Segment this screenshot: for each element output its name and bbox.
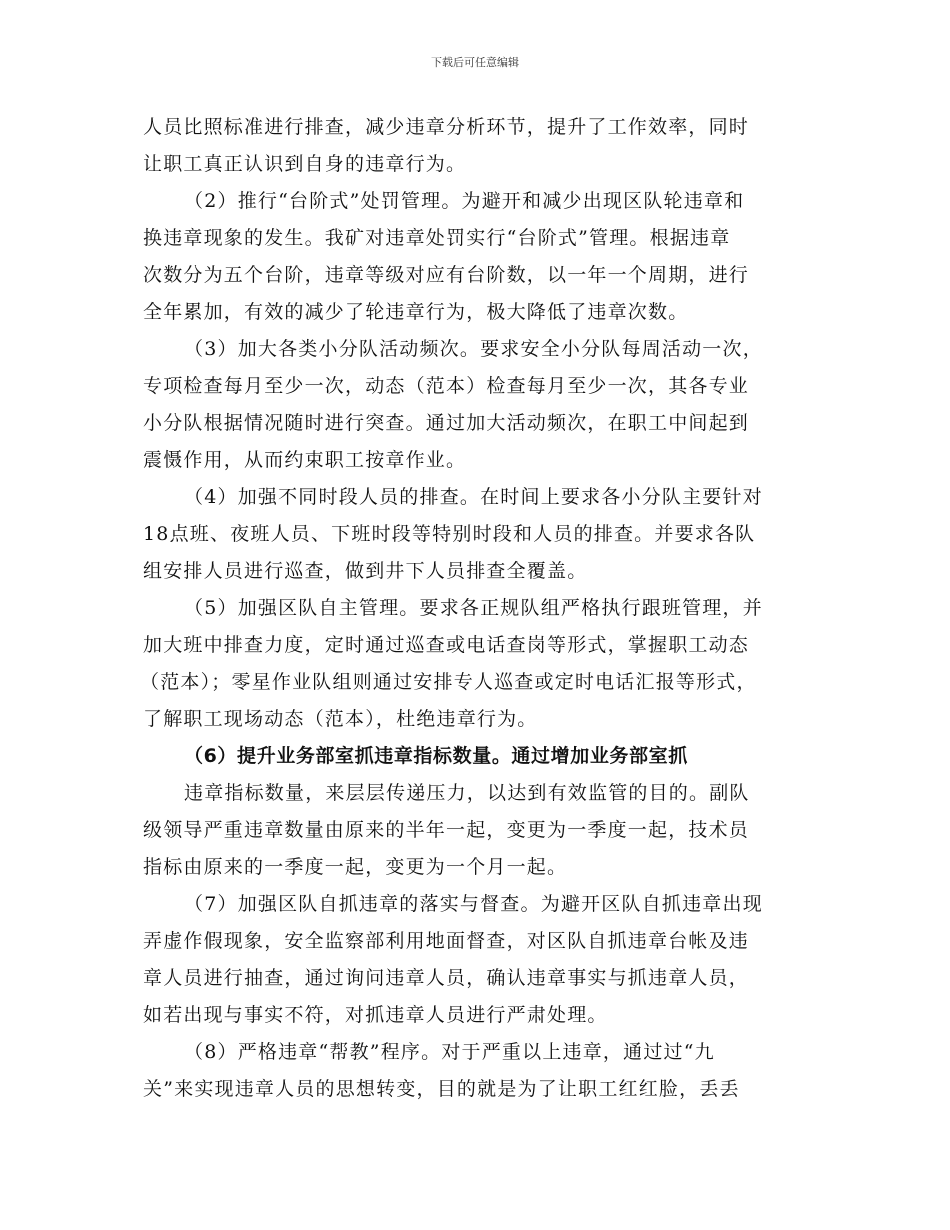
text-line: 关”来实现违章人员的思想转变，目的就是为了让职工红红脸，丢丢 <box>143 1078 740 1100</box>
paragraph-6-heading: （6）提升业务部室抓违章指标数量。通过增加业务部室抓 <box>184 745 688 767</box>
page-header: 下载后可任意编辑 <box>431 56 519 69</box>
text-line: 让职工真正认识到自身的违章行为。 <box>143 153 467 175</box>
text-line: 专项检查每月至少一次，动态（范本）检查每月至少一次，其各专业 <box>143 375 750 397</box>
text-line: 换违章现象的发生。我矿对违章处罚实行“台阶式”管理。根据违章 <box>143 227 731 249</box>
text-line: 如若出现与事实不符，对抓违章人员进行严肃处理。 <box>143 1004 608 1026</box>
text-line: 指标由原来的一季度一起，变更为一个月一起。 <box>143 856 568 878</box>
paragraph-7-start: （7）加强区队自抓违章的落实与督查。为避开区队自抓违章出现 <box>184 893 763 915</box>
text-line: 违章指标数量，来层层传递压力，以达到有效监管的目的。副队 <box>184 782 750 804</box>
text-line: 人员比照标准进行排查，减少违章分析环节，提升了工作效率，同时 <box>143 116 750 138</box>
text-line: 级领导严重违章数量由原来的半年一起，变更为一季度一起，技术员 <box>143 819 750 841</box>
text-line: 弄虚作假现象，安全监察部利用地面督查，对区队自抓违章台帐及违 <box>143 930 750 952</box>
text-line: 了解职工现场动态（范本），杜绝违章行为。 <box>143 708 538 730</box>
text-line: 加大班中排查力度，定时通过巡查或电话查岗等形式，掌握职工动态 <box>143 634 750 656</box>
text-line: 震慑作用，从而约束职工按章作业。 <box>143 449 467 471</box>
text-line: 次数分为五个台阶，违章等级对应有台阶数，以一年一个周期，进行 <box>143 264 750 286</box>
text-line: 全年累加，有效的减少了轮违章行为，极大降低了违章次数。 <box>143 301 689 323</box>
paragraph-5-start: （5）加强区队自主管理。要求各正规队组严格执行跟班管理，并 <box>184 597 763 619</box>
text-line: 小分队根据情况随时进行突查。通过加大活动频次，在职工中间起到 <box>143 412 750 434</box>
text-line: 组安排人员进行巡查，做到井下人员排查全覆盖。 <box>143 560 588 582</box>
paragraph-8-start: （8）严格违章“帮教”程序。对于严重以上违章，通过过“九 <box>184 1041 715 1063</box>
paragraph-4-start: （4）加强不同时段人员的排查。在时间上要求各小分队主要针对 <box>184 486 763 508</box>
paragraph-3-start: （3）加大各类小分队活动频次。要求安全小分队每周活动一次， <box>184 338 763 360</box>
paragraph-2-start: （2）推行“台阶式”处罚管理。为避开和减少出现区队轮违章和 <box>184 190 745 212</box>
text-line: （范本）；零星作业队组则通过安排专人巡查或定时电话汇报等形式， <box>140 671 757 693</box>
text-line: 章人员进行抽查，通过询问违章人员，确认违章事实与抓违章人员， <box>143 967 750 989</box>
text-line: 18点班、夜班人员、下班时段等特别时段和人员的排查。并要求各队 <box>143 523 756 545</box>
